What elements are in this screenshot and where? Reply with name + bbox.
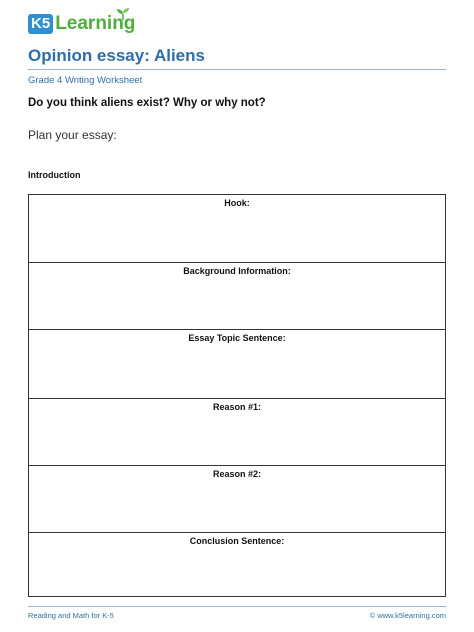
row-label: Hook: xyxy=(224,198,250,208)
row-conclusion-sentence[interactable] xyxy=(29,532,445,597)
section-heading-introduction: Introduction xyxy=(28,170,81,180)
plan-label: Plan your essay: xyxy=(28,128,117,142)
logo-word: Learning xyxy=(55,13,136,34)
k5-learning-logo xyxy=(28,8,138,38)
logo-badge: K5 xyxy=(28,14,53,34)
footer-divider xyxy=(28,606,446,607)
footer-copyright: © www.k5learning.com xyxy=(369,611,446,620)
row-essay-topic-sentence[interactable] xyxy=(29,329,445,398)
row-hook[interactable] xyxy=(29,195,445,262)
row-reason-1[interactable] xyxy=(29,398,445,465)
row-label: Essay Topic Sentence: xyxy=(188,333,286,343)
row-background-information[interactable] xyxy=(29,262,445,329)
row-label: Background Information: xyxy=(183,266,291,276)
essay-plan-table xyxy=(28,194,446,597)
row-reason-2[interactable] xyxy=(29,465,445,532)
title-divider xyxy=(28,69,446,70)
page-title: Opinion essay: Aliens xyxy=(28,46,205,65)
row-label: Conclusion Sentence: xyxy=(189,536,285,546)
worksheet-subtitle: Grade 4 Writing Worksheet xyxy=(28,75,143,86)
row-label: Reason #2: xyxy=(212,469,262,479)
row-label: Reason #1: xyxy=(212,402,262,412)
sprout-icon xyxy=(116,8,130,20)
footer-tagline: Reading and Math for K-5 xyxy=(28,611,114,620)
essay-question: Do you think aliens exist? Why or why not? xyxy=(28,97,266,109)
